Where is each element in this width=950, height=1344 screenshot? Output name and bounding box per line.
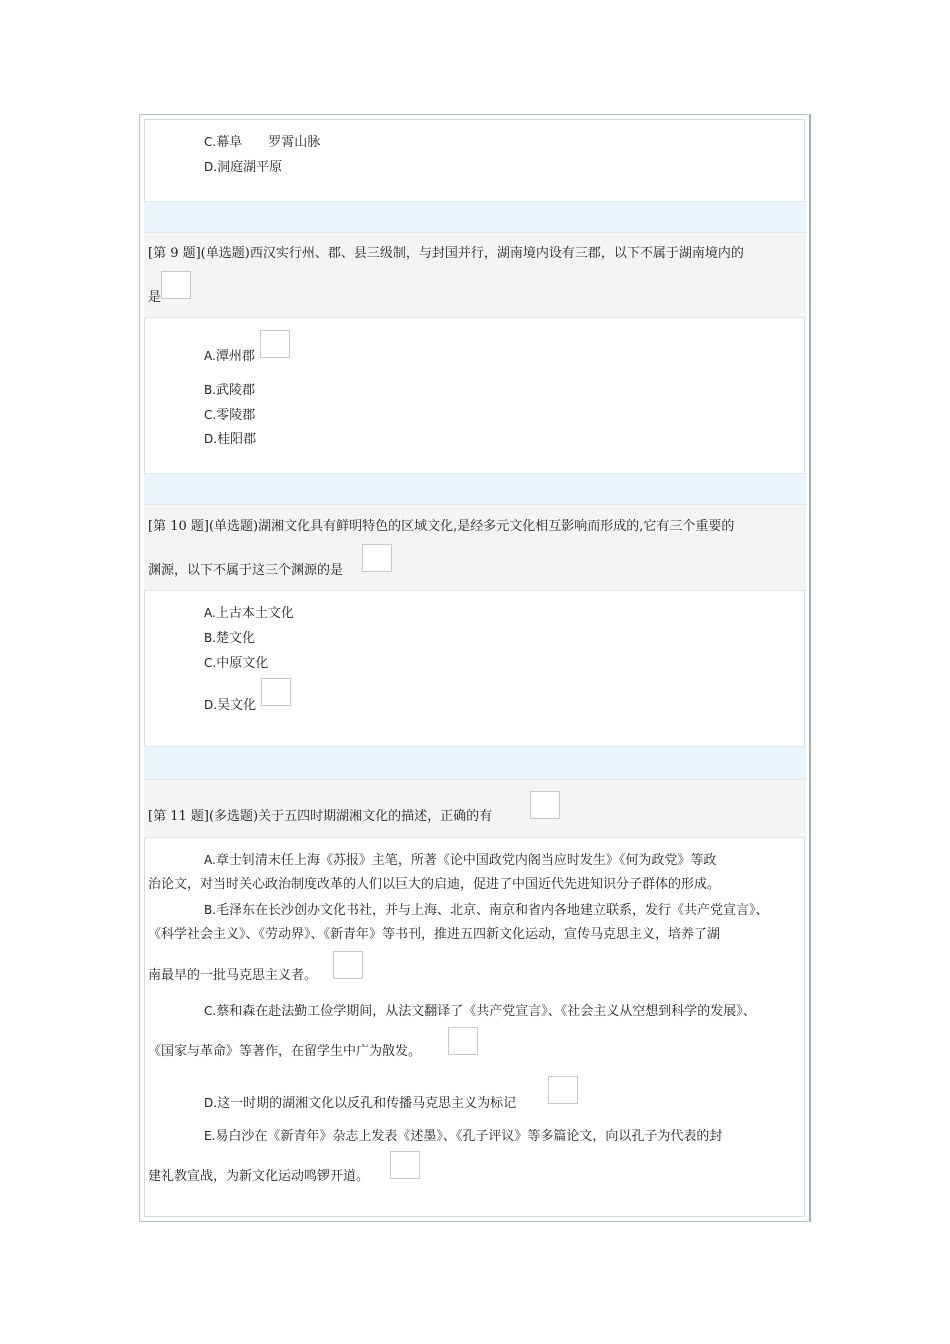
q11-option-a-cont: 治论文，对当时关心政治制度改革的人们以巨大的启迪，促进了中国近代先进知识分子群体的形成。 xyxy=(148,877,721,892)
q8-option-c[interactable]: C.幕阜 罗霄山脉 xyxy=(204,135,321,150)
q10-option-a[interactable]: A.上古本土文化 xyxy=(204,606,294,621)
answer-checkbox[interactable] xyxy=(448,1027,478,1055)
answer-checkbox[interactable] xyxy=(390,1151,420,1179)
q10-title: [第 10 题](单选题)湖湘文化具有鲜明特色的区域文化,是经多元文化相互影响而形成的,它有三个重要的 xyxy=(148,519,735,534)
answer-checkbox[interactable] xyxy=(161,271,191,299)
q8-option-d[interactable]: D.洞庭湖平原 xyxy=(204,160,283,175)
q9-option-d[interactable]: D.桂阳郡 xyxy=(204,432,257,447)
q11-title: [第 11 题](多选题)关于五四时期湖湘文化的描述，正确的有 xyxy=(148,809,493,824)
separator-band xyxy=(144,201,806,233)
q11-option-b[interactable]: B.毛泽东在长沙创办文化书社，并与上海、北京、南京和省内各地建立联系，发行《共产党宣言》、 xyxy=(204,903,769,918)
q9-title: [第 9 题](单选题)西汉实行州、郡、县三级制，与封国并行，湖南境内设有三郡，以下不属于湖南境内的 xyxy=(148,246,744,261)
q11-option-c-cont: 《国家与革命》等著作，在留学生中广为散发。 xyxy=(148,1044,422,1059)
separator-band xyxy=(144,473,806,505)
q10-option-c[interactable]: C.中原文化 xyxy=(204,656,269,671)
q11-option-b-cont: 南最早的一批马克思主义者。 xyxy=(148,968,318,983)
q11-option-d[interactable]: D.这一时期的湖湘文化以反孔和传播马克思主义为标记 xyxy=(204,1096,517,1111)
q9-option-c[interactable]: C.零陵郡 xyxy=(204,408,256,423)
q10-title-cont: 渊源，以下不属于这三个渊源的是 xyxy=(148,563,344,578)
answer-checkbox[interactable] xyxy=(260,330,290,358)
q11-option-e-cont: 建礼教宣战，为新文化运动鸣锣开道。 xyxy=(148,1169,370,1184)
q9-title-cont: 是 xyxy=(148,290,162,305)
q9-option-b[interactable]: B.武陵郡 xyxy=(204,383,256,398)
q10-option-b[interactable]: B.楚文化 xyxy=(204,631,256,646)
q11-option-b-cont: 《科学社会主义》、《劳动界》、《新青年》等书刊，推进五四新文化运动，宣传马克思主义，培养了湖 xyxy=(148,927,721,942)
q10-option-d[interactable]: D.吴文化 xyxy=(204,698,257,713)
q11-option-a[interactable]: A.章士钊清末任上海《苏报》主笔，所著《论中国政党内阁当应时发生》《何为政党》等政 xyxy=(204,853,717,868)
answer-checkbox[interactable] xyxy=(261,678,291,706)
answer-checkbox[interactable] xyxy=(333,951,363,979)
q11-option-c[interactable]: C.蔡和森在赴法勤工俭学期间，从法文翻译了《共产党宣言》、《社会主义从空想到科学的发展》、 xyxy=(204,1004,756,1019)
separator-band xyxy=(144,746,806,780)
q11-option-e[interactable]: E.易白沙在《新青年》杂志上发表《述墨》、《孔子评议》等多篇论文，向以孔子为代表的封 xyxy=(204,1129,723,1144)
answer-checkbox[interactable] xyxy=(530,791,560,819)
q9-option-a[interactable]: A.潭州郡 xyxy=(204,349,255,364)
answer-checkbox[interactable] xyxy=(362,544,392,572)
answer-checkbox[interactable] xyxy=(548,1076,578,1104)
